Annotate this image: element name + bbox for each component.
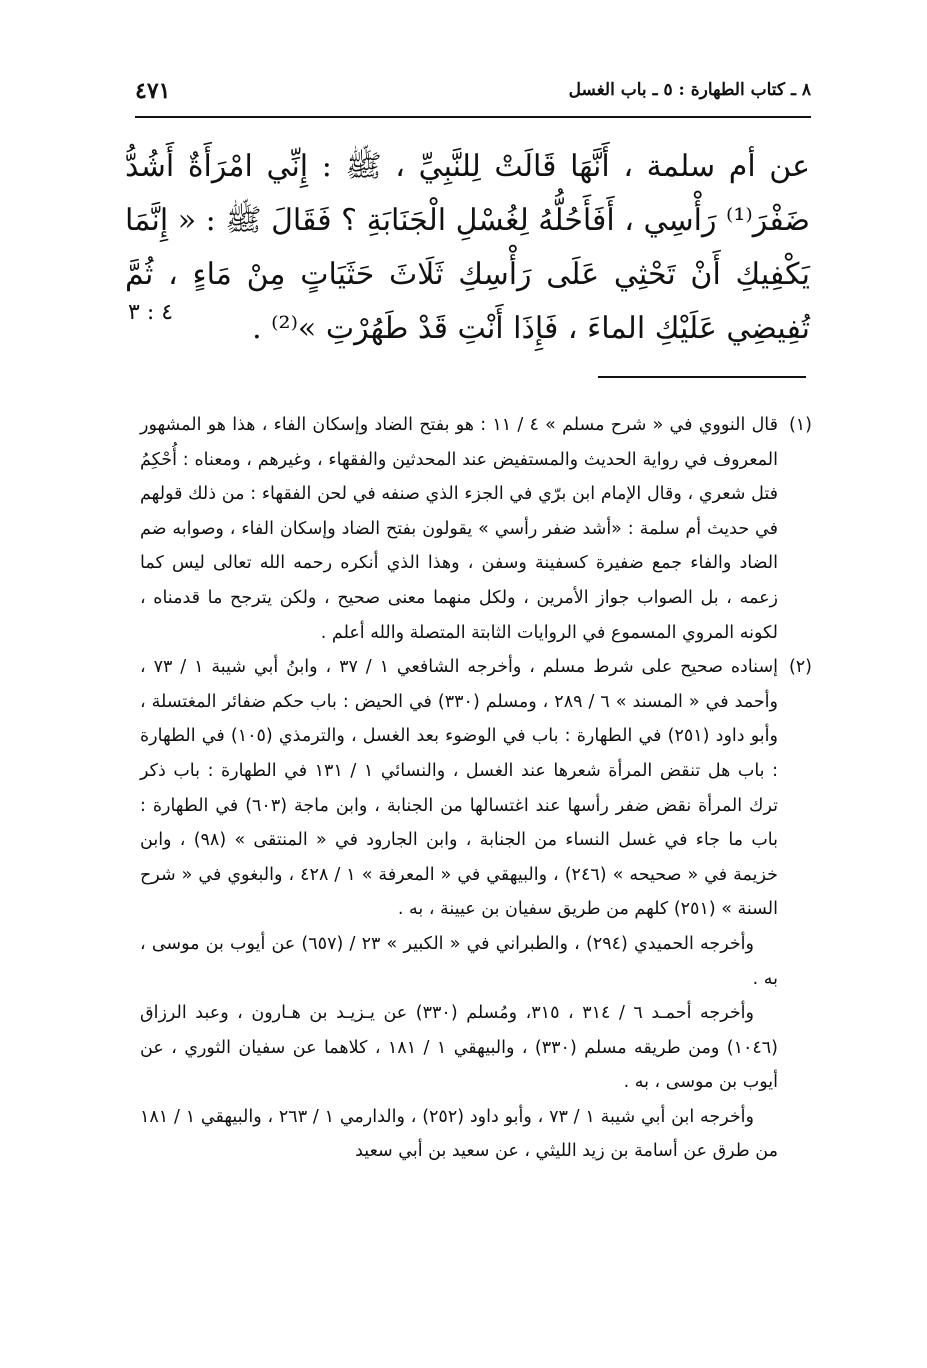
footnote-paragraph: وأخرجه الحميدي (٢٩٤) ، والطبراني في « الكبير » ٢٣ / (٦٥٧) عن أيوب بن موسى ، به . xyxy=(140,933,778,989)
footnote-separator xyxy=(598,376,806,378)
hadith-text: عن أم سلمة ، أَنَّهَا قَالَتْ لِلنَّبِيِّ ، ﷺ : إِنِّي امْرَأَةٌ أَشُدُّ ضَفْرَ⁽¹⁾ رَأْسِي ، أَفَأَحُلُّهُ لِغُسْلِ الْجَنَابَةِ ؟ فَقَالَ ﷺ : « إِنَّمَا يَكْفِيكِ أَنْ تَحْثِي عَلَى رَأْسِكِ ثَلَاثَ حَثَيَاتٍ مِنْ مَاءٍ ، ثُمَّ تُفِيضِي عَلَيْكِ الماءَ ، فَإِذَا أَنْتِ قَدْ طَهُرْتِ »⁽²⁾ . xyxy=(125,149,810,346)
footnote-text: إسناده صحيح على شرط مسلم ، وأخرجه الشافعي ١ / ٣٧ ، وابنُ أبي شيبة ١ / ٧٣ ، وأحمد في « المسند » ٦ / ٢٨٩ ، ومسلم (٣٣٠) في الحيض : باب حكم ضفائر المغتسلة ، وأبو داود (٢٥١) في الطهارة : باب في الوضوء بعد الغسل ، والترمذي (١٠٥) في الطهارة : باب هل تنقض المرأة شعرها عند الغسل ، والنسائي ١ / ١٣١ في الطهارة : باب ذكر ترك المرأة نقض ضفر رأسها عند اغتسالها من الجنابة ، وابن ماجة (٦٠٣) في الطهارة : باب ما جاء في غسل النساء من الجنابة ، وابن الجارود في « المنتقى » (٩٨) ، وابن خزيمة في « صحيحه » (٢٤٦) ، والبيهقي في « المعرفة » ١ / ٤٢٨ ، والبغوي في « شرح السنة » (٢٥١) كلهم من طريق سفيان بن عيينة ، به . xyxy=(140,657,779,920)
hadith-block xyxy=(125,140,810,356)
page-header xyxy=(135,78,811,114)
footnote-number: (٢) xyxy=(788,657,812,678)
running-head: ٨ ـ كتاب الطهارة : ٥ ـ باب الغسل xyxy=(568,80,811,100)
footnote-1 xyxy=(140,408,812,650)
footnote-paragraph: وأخرجه ابن أبي شيبة ١ / ٧٣ ، وأبو داود (٢٥٢) ، والدارمي ١ / ٢٦٣ ، والبيهقي ١ / ١٨١ من طرق عن أسامة بن زيد الليثي ، عن سعيد بن أبي سعيد xyxy=(140,1106,778,1162)
footnote-2 xyxy=(140,650,812,927)
hadith-reference: ٤ : ٣ xyxy=(128,300,174,325)
footnote-number: (١) xyxy=(788,415,812,435)
footnote-text: قال النووي في « شرح مسلم » ٤ / ١١ : هو بفتح الضاد وإسكان الفاء ، هذا هو المشهور المعروف في رواية الحديث والمستفيض عند المحدثين والفقهاء ، وغيرهم ، ومعناه : أُحْكِمُ فتل شعري ، وقال الإمام ابن برّي في الجزء الذي صنفه في لحن الفقهاء : من ذلك قولهم في حديث أم سلمة : «أشد ضفر رأسي » يقولون بفتح الضاد وإسكان الفاء ، وصوابه ضم الضاد والفاء جمع ضفيرة كسفينة وسفن ، وهذا الذي أنكره رحمه الله تعالى ليس كما زعمه ، بل الصواب جواز الأمرين ، ولكل منهما معنى صحيح ، ولكن يترجح ما قدمناه ، لكونه المروي المسموع في الروايات الثابتة المتصلة والله أعلم . xyxy=(140,415,778,643)
page-number: ٤٧١ xyxy=(135,78,171,104)
footnotes xyxy=(140,408,812,1169)
footnote-paragraph: وأخرجه أحمـد ٦ / ٣١٤ ، ٣١٥، ومُسلم (٣٣٠) عن يـزيـد بن هـارون ، وعبد الرزاق (١٠٤٦) ومن طريقه مسلم (٣٣٠) ، والبيهقي ١ / ١٨١ ، كلاهما عن سفيان الثوري ، عن أيوب بن موسى ، به . xyxy=(140,1003,778,1093)
header-rule xyxy=(135,116,811,118)
